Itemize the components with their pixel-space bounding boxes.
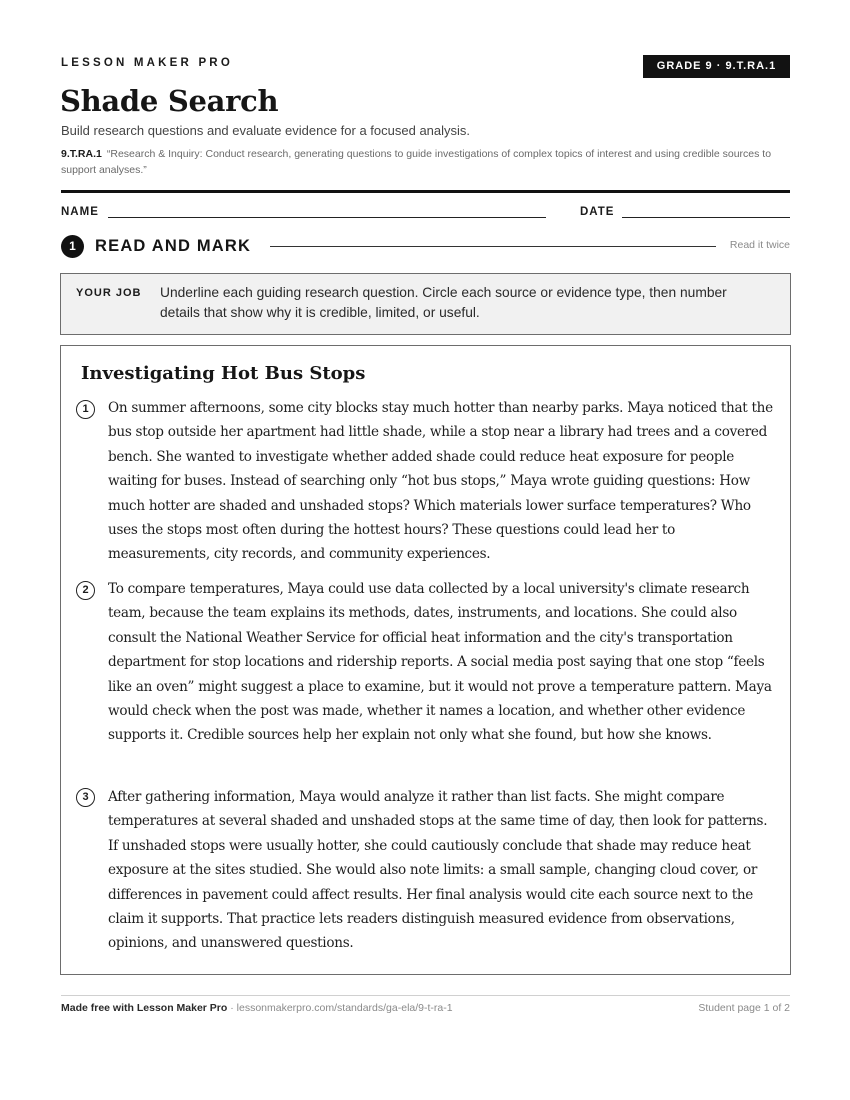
footer-made-with: Made free with Lesson Maker Pro [61, 1002, 228, 1014]
job-label: YOUR JOB [76, 287, 142, 299]
standard-code: 9.T.RA.1 [61, 148, 102, 160]
date-label: DATE [580, 206, 615, 218]
section-number-badge: 1 [61, 235, 84, 258]
name-field[interactable] [108, 217, 546, 218]
name-label: NAME [61, 206, 99, 218]
page-title: Shade Search [60, 84, 279, 118]
section-header [61, 235, 790, 259]
job-instructions [60, 273, 791, 335]
date-field[interactable] [622, 217, 790, 218]
paragraph-number: 1 [76, 400, 95, 419]
paragraph-text: To compare temperatures, Maya could use data collected by a local university's climate research team, because the team explains its methods, dates, instruments, and locations. She could also consult the National Weather Service for official heat information and the city's transportation department for stop locations and ridership reports. A social media post saying that one stop “feels like an oven” might suggest a place to examine, but it would not prove a temperature pattern. Maya would check when the post was made, whether it names a location, and whether other evidence supports it. Credible sources help her explain not only what she found, but how she knows. [108, 581, 772, 744]
grade-badge: GRADE 9 · 9.T.RA.1 [643, 55, 790, 78]
standard-description [61, 147, 793, 178]
paragraph-text: After gathering information, Maya would analyze it rather than list facts. She might compare temperatures at several shaded and unshaded stops at the same time of day, then look for patterns. If unshaded stops were usually hotter, she could cautiously conclude that shade may reduce heat exposure at the sites studied. She would also note limits: a small sample, changing cloud cover, or differences in pavement could affect results. Her final analysis would cite each source next to the claim it supports. That practice lets readers distinguish measured evidence from observations, opinions, and unanswered questions. [108, 789, 768, 952]
section-title: READ AND MARK [95, 237, 252, 255]
standard-text: “Research & Inquiry: Conduct research, generating questions to guide investigations of complex topics of interest and using credible sources to support analyses.” [61, 148, 772, 176]
footer-separator: · [227, 1002, 237, 1014]
reading-passage [60, 345, 791, 975]
paragraph-number: 3 [76, 788, 95, 807]
footer-url[interactable]: lessonmakerpro.com/standards/ga-ela/9-t-ra-1 [236, 1002, 453, 1014]
header-divider [61, 190, 790, 193]
page-subtitle: Build research questions and evaluate evidence for a focused analysis. [61, 123, 471, 138]
footer-divider [61, 995, 790, 996]
footer-credit [61, 1002, 453, 1014]
paragraph-number: 2 [76, 581, 95, 600]
passage-title: Investigating Hot Bus Stops [81, 363, 366, 384]
section-divider [270, 246, 716, 247]
brand-name: LESSON MAKER PRO [61, 57, 233, 69]
job-text: Underline each guiding research question. Circle each source or evidence type, then number details that show why it is credible, limited, or useful. [160, 285, 727, 320]
page-indicator: Student page 1 of 2 [698, 1002, 790, 1014]
paragraph-text: On summer afternoons, some city blocks stay much hotter than nearby parks. Maya noticed that the bus stop outside her apartment had little shade, while a stop near a library had trees and a covered bench. She wanted to investigate whether added shade could reduce heat exposure for people waiting for buses. Instead of searching only “hot bus stops,” Maya wrote guiding questions: How much hotter are shaded and unshaded stops? Which materials lower surface temperatures? Who uses the stops most often during the hottest hours? These questions could lead her to measurements, city records, and community experiences. [108, 400, 773, 563]
section-note: Read it twice [729, 239, 790, 251]
